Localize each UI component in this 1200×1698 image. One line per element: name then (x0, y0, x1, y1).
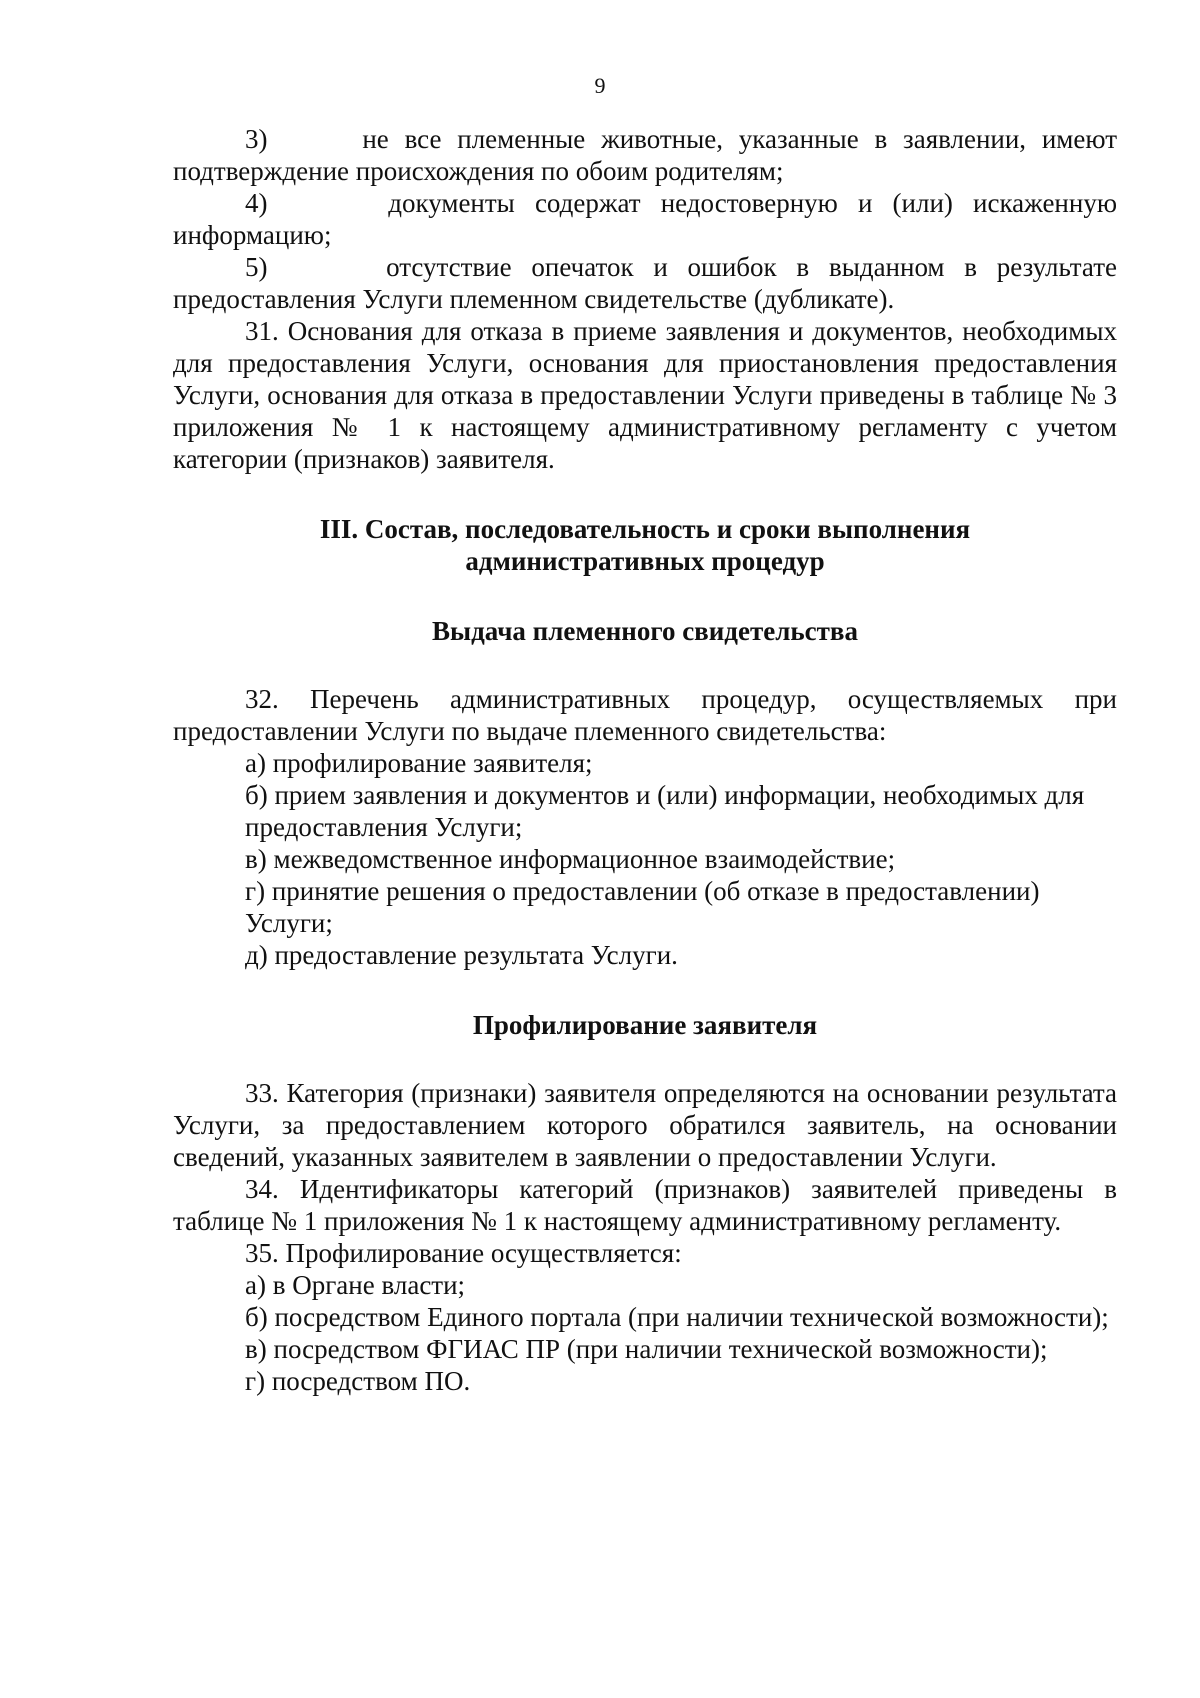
section-heading-line-1: III. Состав, последовательность и сроки выполнения (319, 514, 971, 544)
section-heading-line-2: административных процедур (465, 546, 825, 576)
paragraph-5: 5) отсутствие опечаток и ошибок в выданном в результате предоставления Услуги племенном свидетельстве (дубликате). (173, 252, 1117, 314)
list-item-35-v: в) посредством ФГИАС ПР (при наличии технической возможности); (245, 1334, 1048, 1364)
list-item-32-d: д) предоставление результата Услуги. (245, 940, 678, 970)
paragraph-3: 3) не все племенные животные, указанные в заявлении, имеют подтверждение происхождения по обоим родителям; (173, 124, 1117, 186)
paragraph-33: 33. Категория (признаки) заявителя определяются на основании результата Услуги, за предоставлением которого обратился заявитель, на основании сведений, указанных заявителем в заявлении о предоставлении Услуги. (173, 1078, 1117, 1172)
subheading-issuance: Выдача племенного свидетельства (432, 616, 858, 646)
document-body (173, 123, 1117, 1397)
list-item-32-g: г) принятие решения о предоставлении (об отказе в предоставлении) Услуги; (245, 876, 1040, 938)
subheading-profiling: Профилирование заявителя (472, 1010, 818, 1040)
paragraph-31: 31. Основания для отказа в приеме заявления и документов, необходимых для предоставления Услуги, основания для приостановления предоставления Услуги, основания для отказа в предоставлении Услуги приведены в таблице № 3 приложения № 1 к настоящему административному регламенту с учетом категории (признаков) заявителя. (173, 316, 1117, 474)
list-item-32-v: в) межведомственное информационное взаимодействие; (245, 844, 896, 874)
list-item-35-b: б) посредством Единого портала (при наличии технической возможности); (245, 1302, 1109, 1332)
paragraph-35: 35. Профилирование осуществляется: (245, 1238, 682, 1268)
paragraph-32: 32. Перечень административных процедур, осуществляемых при предоставлении Услуги по выдаче племенного свидетельства: (173, 684, 1117, 746)
section-heading (173, 513, 1117, 577)
list-item-35-g: г) посредством ПО. (245, 1366, 471, 1396)
page-number: 9 (594, 73, 606, 98)
list-item-32-b: б) прием заявления и документов и (или) информации, необходимых для предоставления Услуги; (245, 780, 1085, 842)
paragraph-4: 4) документы содержат недостоверную и (или) искаженную информацию; (173, 188, 1117, 250)
list-item-35-a: а) в Органе власти; (245, 1270, 466, 1300)
paragraph-34: 34. Идентификаторы категорий (признаков) заявителей приведены в таблице № 1 приложения № 1 к настоящему административному регламенту. (173, 1174, 1117, 1236)
list-item-32-a: а) профилирование заявителя; (245, 748, 593, 778)
